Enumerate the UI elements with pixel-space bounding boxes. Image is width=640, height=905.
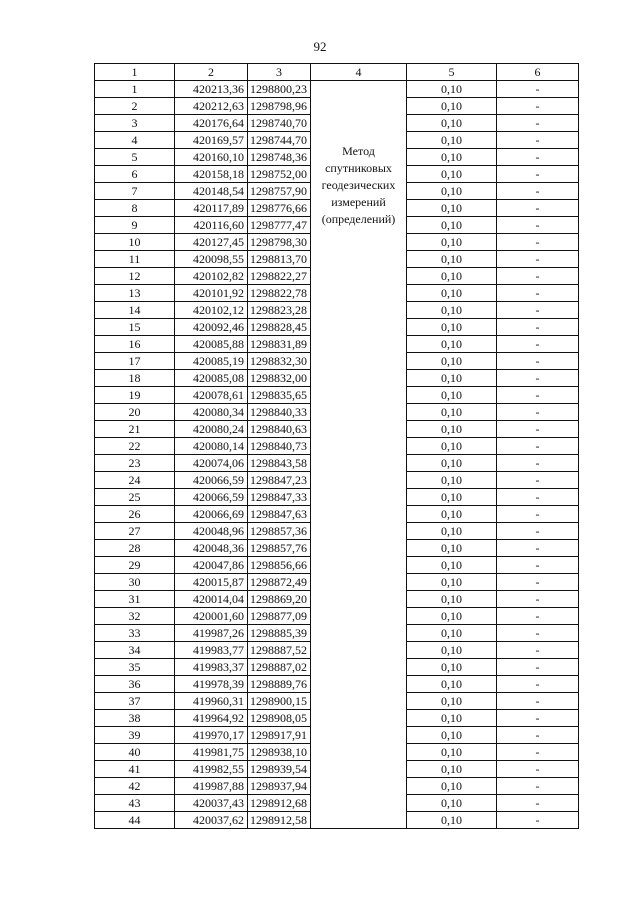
note-cell: - (497, 353, 579, 370)
method-text-line: измерений (331, 195, 386, 209)
accuracy-cell: 0,10 (407, 523, 497, 540)
accuracy-cell: 0,10 (407, 183, 497, 200)
accuracy-cell: 0,10 (407, 557, 497, 574)
note-cell: - (497, 642, 579, 659)
x-coordinate-cell: 420127,45 (175, 234, 248, 251)
x-coordinate-cell: 420102,82 (175, 268, 248, 285)
x-coordinate-cell: 420048,96 (175, 523, 248, 540)
accuracy-cell: 0,10 (407, 302, 497, 319)
x-coordinate-cell: 420148,54 (175, 183, 248, 200)
point-number-cell: 25 (95, 489, 175, 506)
accuracy-cell: 0,10 (407, 98, 497, 115)
note-cell: - (497, 166, 579, 183)
note-cell: - (497, 523, 579, 540)
point-number-cell: 37 (95, 693, 175, 710)
y-coordinate-cell: 1298798,96 (248, 98, 311, 115)
coordinates-table (94, 63, 579, 829)
y-coordinate-cell: 1298887,52 (248, 642, 311, 659)
accuracy-cell: 0,10 (407, 778, 497, 795)
note-cell: - (497, 404, 579, 421)
note-cell: - (497, 81, 579, 98)
point-number-cell: 20 (95, 404, 175, 421)
x-coordinate-cell: 420160,10 (175, 149, 248, 166)
point-number-cell: 9 (95, 217, 175, 234)
y-coordinate-cell: 1298912,68 (248, 795, 311, 812)
note-cell: - (497, 812, 579, 829)
table-row (95, 81, 579, 98)
y-coordinate-cell: 1298939,54 (248, 761, 311, 778)
accuracy-cell: 0,10 (407, 727, 497, 744)
point-number-cell: 11 (95, 251, 175, 268)
y-coordinate-cell: 1298840,63 (248, 421, 311, 438)
note-cell: - (497, 387, 579, 404)
x-coordinate-cell: 420085,19 (175, 353, 248, 370)
note-cell: - (497, 761, 579, 778)
x-coordinate-cell: 419978,39 (175, 676, 248, 693)
point-number-cell: 23 (95, 455, 175, 472)
note-cell: - (497, 795, 579, 812)
note-cell: - (497, 115, 579, 132)
note-cell: - (497, 778, 579, 795)
column-header: 1 (95, 64, 175, 81)
y-coordinate-cell: 1298869,20 (248, 591, 311, 608)
accuracy-cell: 0,10 (407, 387, 497, 404)
accuracy-cell: 0,10 (407, 200, 497, 217)
method-cell (311, 81, 407, 829)
y-coordinate-cell: 1298832,00 (248, 370, 311, 387)
point-number-cell: 26 (95, 506, 175, 523)
y-coordinate-cell: 1298744,70 (248, 132, 311, 149)
x-coordinate-cell: 420092,46 (175, 319, 248, 336)
point-number-cell: 4 (95, 132, 175, 149)
y-coordinate-cell: 1298900,15 (248, 693, 311, 710)
x-coordinate-cell: 420116,60 (175, 217, 248, 234)
y-coordinate-cell: 1298823,28 (248, 302, 311, 319)
point-number-cell: 13 (95, 285, 175, 302)
accuracy-cell: 0,10 (407, 540, 497, 557)
page-number: 92 (313, 39, 327, 54)
note-cell: - (497, 285, 579, 302)
note-cell: - (497, 132, 579, 149)
x-coordinate-cell: 419987,26 (175, 625, 248, 642)
point-number-cell: 16 (95, 336, 175, 353)
y-coordinate-cell: 1298847,63 (248, 506, 311, 523)
note-cell: - (497, 625, 579, 642)
point-number-cell: 32 (95, 608, 175, 625)
method-text-line: спутниковых (325, 161, 392, 175)
accuracy-cell: 0,10 (407, 132, 497, 149)
accuracy-cell: 0,10 (407, 285, 497, 302)
y-coordinate-cell: 1298748,36 (248, 149, 311, 166)
accuracy-cell: 0,10 (407, 336, 497, 353)
point-number-cell: 44 (95, 812, 175, 829)
accuracy-cell: 0,10 (407, 795, 497, 812)
x-coordinate-cell: 420014,04 (175, 591, 248, 608)
accuracy-cell: 0,10 (407, 217, 497, 234)
point-number-cell: 28 (95, 540, 175, 557)
column-header: 5 (407, 64, 497, 81)
x-coordinate-cell: 419983,77 (175, 642, 248, 659)
x-coordinate-cell: 420101,92 (175, 285, 248, 302)
point-number-cell: 14 (95, 302, 175, 319)
y-coordinate-cell: 1298740,70 (248, 115, 311, 132)
y-coordinate-cell: 1298798,30 (248, 234, 311, 251)
point-number-cell: 39 (95, 727, 175, 744)
point-number-cell: 33 (95, 625, 175, 642)
y-coordinate-cell: 1298912,58 (248, 812, 311, 829)
accuracy-cell: 0,10 (407, 591, 497, 608)
accuracy-cell: 0,10 (407, 710, 497, 727)
note-cell: - (497, 421, 579, 438)
accuracy-cell: 0,10 (407, 608, 497, 625)
y-coordinate-cell: 1298822,27 (248, 268, 311, 285)
y-coordinate-cell: 1298800,23 (248, 81, 311, 98)
accuracy-cell: 0,10 (407, 438, 497, 455)
point-number-cell: 21 (95, 421, 175, 438)
note-cell: - (497, 676, 579, 693)
point-number-cell: 12 (95, 268, 175, 285)
y-coordinate-cell: 1298776,66 (248, 200, 311, 217)
x-coordinate-cell: 419970,17 (175, 727, 248, 744)
accuracy-cell: 0,10 (407, 761, 497, 778)
accuracy-cell: 0,10 (407, 489, 497, 506)
x-coordinate-cell: 420085,08 (175, 370, 248, 387)
note-cell: - (497, 302, 579, 319)
y-coordinate-cell: 1298885,39 (248, 625, 311, 642)
x-coordinate-cell: 420117,89 (175, 200, 248, 217)
point-number-cell: 15 (95, 319, 175, 336)
accuracy-cell: 0,10 (407, 455, 497, 472)
note-cell: - (497, 217, 579, 234)
point-number-cell: 8 (95, 200, 175, 217)
accuracy-cell: 0,10 (407, 421, 497, 438)
note-cell: - (497, 608, 579, 625)
y-coordinate-cell: 1298857,36 (248, 523, 311, 540)
point-number-cell: 34 (95, 642, 175, 659)
x-coordinate-cell: 420098,55 (175, 251, 248, 268)
note-cell: - (497, 693, 579, 710)
x-coordinate-cell: 420047,86 (175, 557, 248, 574)
point-number-cell: 31 (95, 591, 175, 608)
accuracy-cell: 0,10 (407, 472, 497, 489)
y-coordinate-cell: 1298840,33 (248, 404, 311, 421)
note-cell: - (497, 574, 579, 591)
accuracy-cell: 0,10 (407, 81, 497, 98)
accuracy-cell: 0,10 (407, 353, 497, 370)
x-coordinate-cell: 419983,37 (175, 659, 248, 676)
note-cell: - (497, 710, 579, 727)
x-coordinate-cell: 420015,87 (175, 574, 248, 591)
y-coordinate-cell: 1298856,66 (248, 557, 311, 574)
note-cell: - (497, 251, 579, 268)
y-coordinate-cell: 1298777,47 (248, 217, 311, 234)
y-coordinate-cell: 1298832,30 (248, 353, 311, 370)
x-coordinate-cell: 420085,88 (175, 336, 248, 353)
x-coordinate-cell: 420169,57 (175, 132, 248, 149)
point-number-cell: 36 (95, 676, 175, 693)
x-coordinate-cell: 420176,64 (175, 115, 248, 132)
note-cell: - (497, 659, 579, 676)
note-cell: - (497, 727, 579, 744)
x-coordinate-cell: 420001,60 (175, 608, 248, 625)
column-header: 4 (311, 64, 407, 81)
y-coordinate-cell: 1298887,02 (248, 659, 311, 676)
y-coordinate-cell: 1298757,90 (248, 183, 311, 200)
x-coordinate-cell: 419987,88 (175, 778, 248, 795)
note-cell: - (497, 268, 579, 285)
point-number-cell: 30 (95, 574, 175, 591)
point-number-cell: 3 (95, 115, 175, 132)
accuracy-cell: 0,10 (407, 234, 497, 251)
x-coordinate-cell: 419964,92 (175, 710, 248, 727)
x-coordinate-cell: 420074,06 (175, 455, 248, 472)
accuracy-cell: 0,10 (407, 251, 497, 268)
column-header: 6 (497, 64, 579, 81)
y-coordinate-cell: 1298917,91 (248, 727, 311, 744)
note-cell: - (497, 200, 579, 217)
point-number-cell: 29 (95, 557, 175, 574)
y-coordinate-cell: 1298835,65 (248, 387, 311, 404)
accuracy-cell: 0,10 (407, 149, 497, 166)
y-coordinate-cell: 1298889,76 (248, 676, 311, 693)
point-number-cell: 22 (95, 438, 175, 455)
accuracy-cell: 0,10 (407, 268, 497, 285)
accuracy-cell: 0,10 (407, 659, 497, 676)
method-text-line: геодезических (321, 178, 396, 192)
point-number-cell: 17 (95, 353, 175, 370)
point-number-cell: 24 (95, 472, 175, 489)
x-coordinate-cell: 420037,43 (175, 795, 248, 812)
x-coordinate-cell: 420080,24 (175, 421, 248, 438)
y-coordinate-cell: 1298847,23 (248, 472, 311, 489)
accuracy-cell: 0,10 (407, 744, 497, 761)
y-coordinate-cell: 1298938,10 (248, 744, 311, 761)
accuracy-cell: 0,10 (407, 115, 497, 132)
point-number-cell: 10 (95, 234, 175, 251)
y-coordinate-cell: 1298937,94 (248, 778, 311, 795)
y-coordinate-cell: 1298872,49 (248, 574, 311, 591)
x-coordinate-cell: 420213,36 (175, 81, 248, 98)
point-number-cell: 1 (95, 81, 175, 98)
accuracy-cell: 0,10 (407, 319, 497, 336)
x-coordinate-cell: 420048,36 (175, 540, 248, 557)
point-number-cell: 38 (95, 710, 175, 727)
note-cell: - (497, 591, 579, 608)
point-number-cell: 35 (95, 659, 175, 676)
note-cell: - (497, 370, 579, 387)
y-coordinate-cell: 1298847,33 (248, 489, 311, 506)
x-coordinate-cell: 420080,34 (175, 404, 248, 421)
y-coordinate-cell: 1298877,09 (248, 608, 311, 625)
note-cell: - (497, 557, 579, 574)
method-text-line: Метод (342, 144, 375, 158)
accuracy-cell: 0,10 (407, 812, 497, 829)
note-cell: - (497, 149, 579, 166)
point-number-cell: 2 (95, 98, 175, 115)
point-number-cell: 43 (95, 795, 175, 812)
column-header: 3 (248, 64, 311, 81)
column-header: 2 (175, 64, 248, 81)
point-number-cell: 42 (95, 778, 175, 795)
note-cell: - (497, 336, 579, 353)
x-coordinate-cell: 420066,69 (175, 506, 248, 523)
table-body (95, 81, 579, 829)
y-coordinate-cell: 1298857,76 (248, 540, 311, 557)
x-coordinate-cell: 420212,63 (175, 98, 248, 115)
accuracy-cell: 0,10 (407, 370, 497, 387)
point-number-cell: 19 (95, 387, 175, 404)
accuracy-cell: 0,10 (407, 676, 497, 693)
accuracy-cell: 0,10 (407, 574, 497, 591)
x-coordinate-cell: 420158,18 (175, 166, 248, 183)
y-coordinate-cell: 1298840,73 (248, 438, 311, 455)
accuracy-cell: 0,10 (407, 642, 497, 659)
point-number-cell: 6 (95, 166, 175, 183)
note-cell: - (497, 489, 579, 506)
x-coordinate-cell: 419960,31 (175, 693, 248, 710)
table-header-row (95, 64, 579, 81)
y-coordinate-cell: 1298828,45 (248, 319, 311, 336)
x-coordinate-cell: 420066,59 (175, 472, 248, 489)
y-coordinate-cell: 1298813,70 (248, 251, 311, 268)
point-number-cell: 27 (95, 523, 175, 540)
x-coordinate-cell: 420078,61 (175, 387, 248, 404)
method-text-line: (определений) (321, 212, 396, 226)
point-number-cell: 41 (95, 761, 175, 778)
point-number-cell: 7 (95, 183, 175, 200)
note-cell: - (497, 455, 579, 472)
x-coordinate-cell: 420066,59 (175, 489, 248, 506)
note-cell: - (497, 98, 579, 115)
point-number-cell: 5 (95, 149, 175, 166)
accuracy-cell: 0,10 (407, 693, 497, 710)
x-coordinate-cell: 419982,55 (175, 761, 248, 778)
x-coordinate-cell: 420102,12 (175, 302, 248, 319)
x-coordinate-cell: 420037,62 (175, 812, 248, 829)
note-cell: - (497, 506, 579, 523)
accuracy-cell: 0,10 (407, 404, 497, 421)
y-coordinate-cell: 1298822,78 (248, 285, 311, 302)
y-coordinate-cell: 1298752,00 (248, 166, 311, 183)
note-cell: - (497, 319, 579, 336)
x-coordinate-cell: 420080,14 (175, 438, 248, 455)
x-coordinate-cell: 419981,75 (175, 744, 248, 761)
point-number-cell: 40 (95, 744, 175, 761)
y-coordinate-cell: 1298831,89 (248, 336, 311, 353)
y-coordinate-cell: 1298843,58 (248, 455, 311, 472)
accuracy-cell: 0,10 (407, 166, 497, 183)
note-cell: - (497, 540, 579, 557)
accuracy-cell: 0,10 (407, 625, 497, 642)
note-cell: - (497, 234, 579, 251)
note-cell: - (497, 472, 579, 489)
point-number-cell: 18 (95, 370, 175, 387)
note-cell: - (497, 744, 579, 761)
y-coordinate-cell: 1298908,05 (248, 710, 311, 727)
note-cell: - (497, 438, 579, 455)
note-cell: - (497, 183, 579, 200)
accuracy-cell: 0,10 (407, 506, 497, 523)
